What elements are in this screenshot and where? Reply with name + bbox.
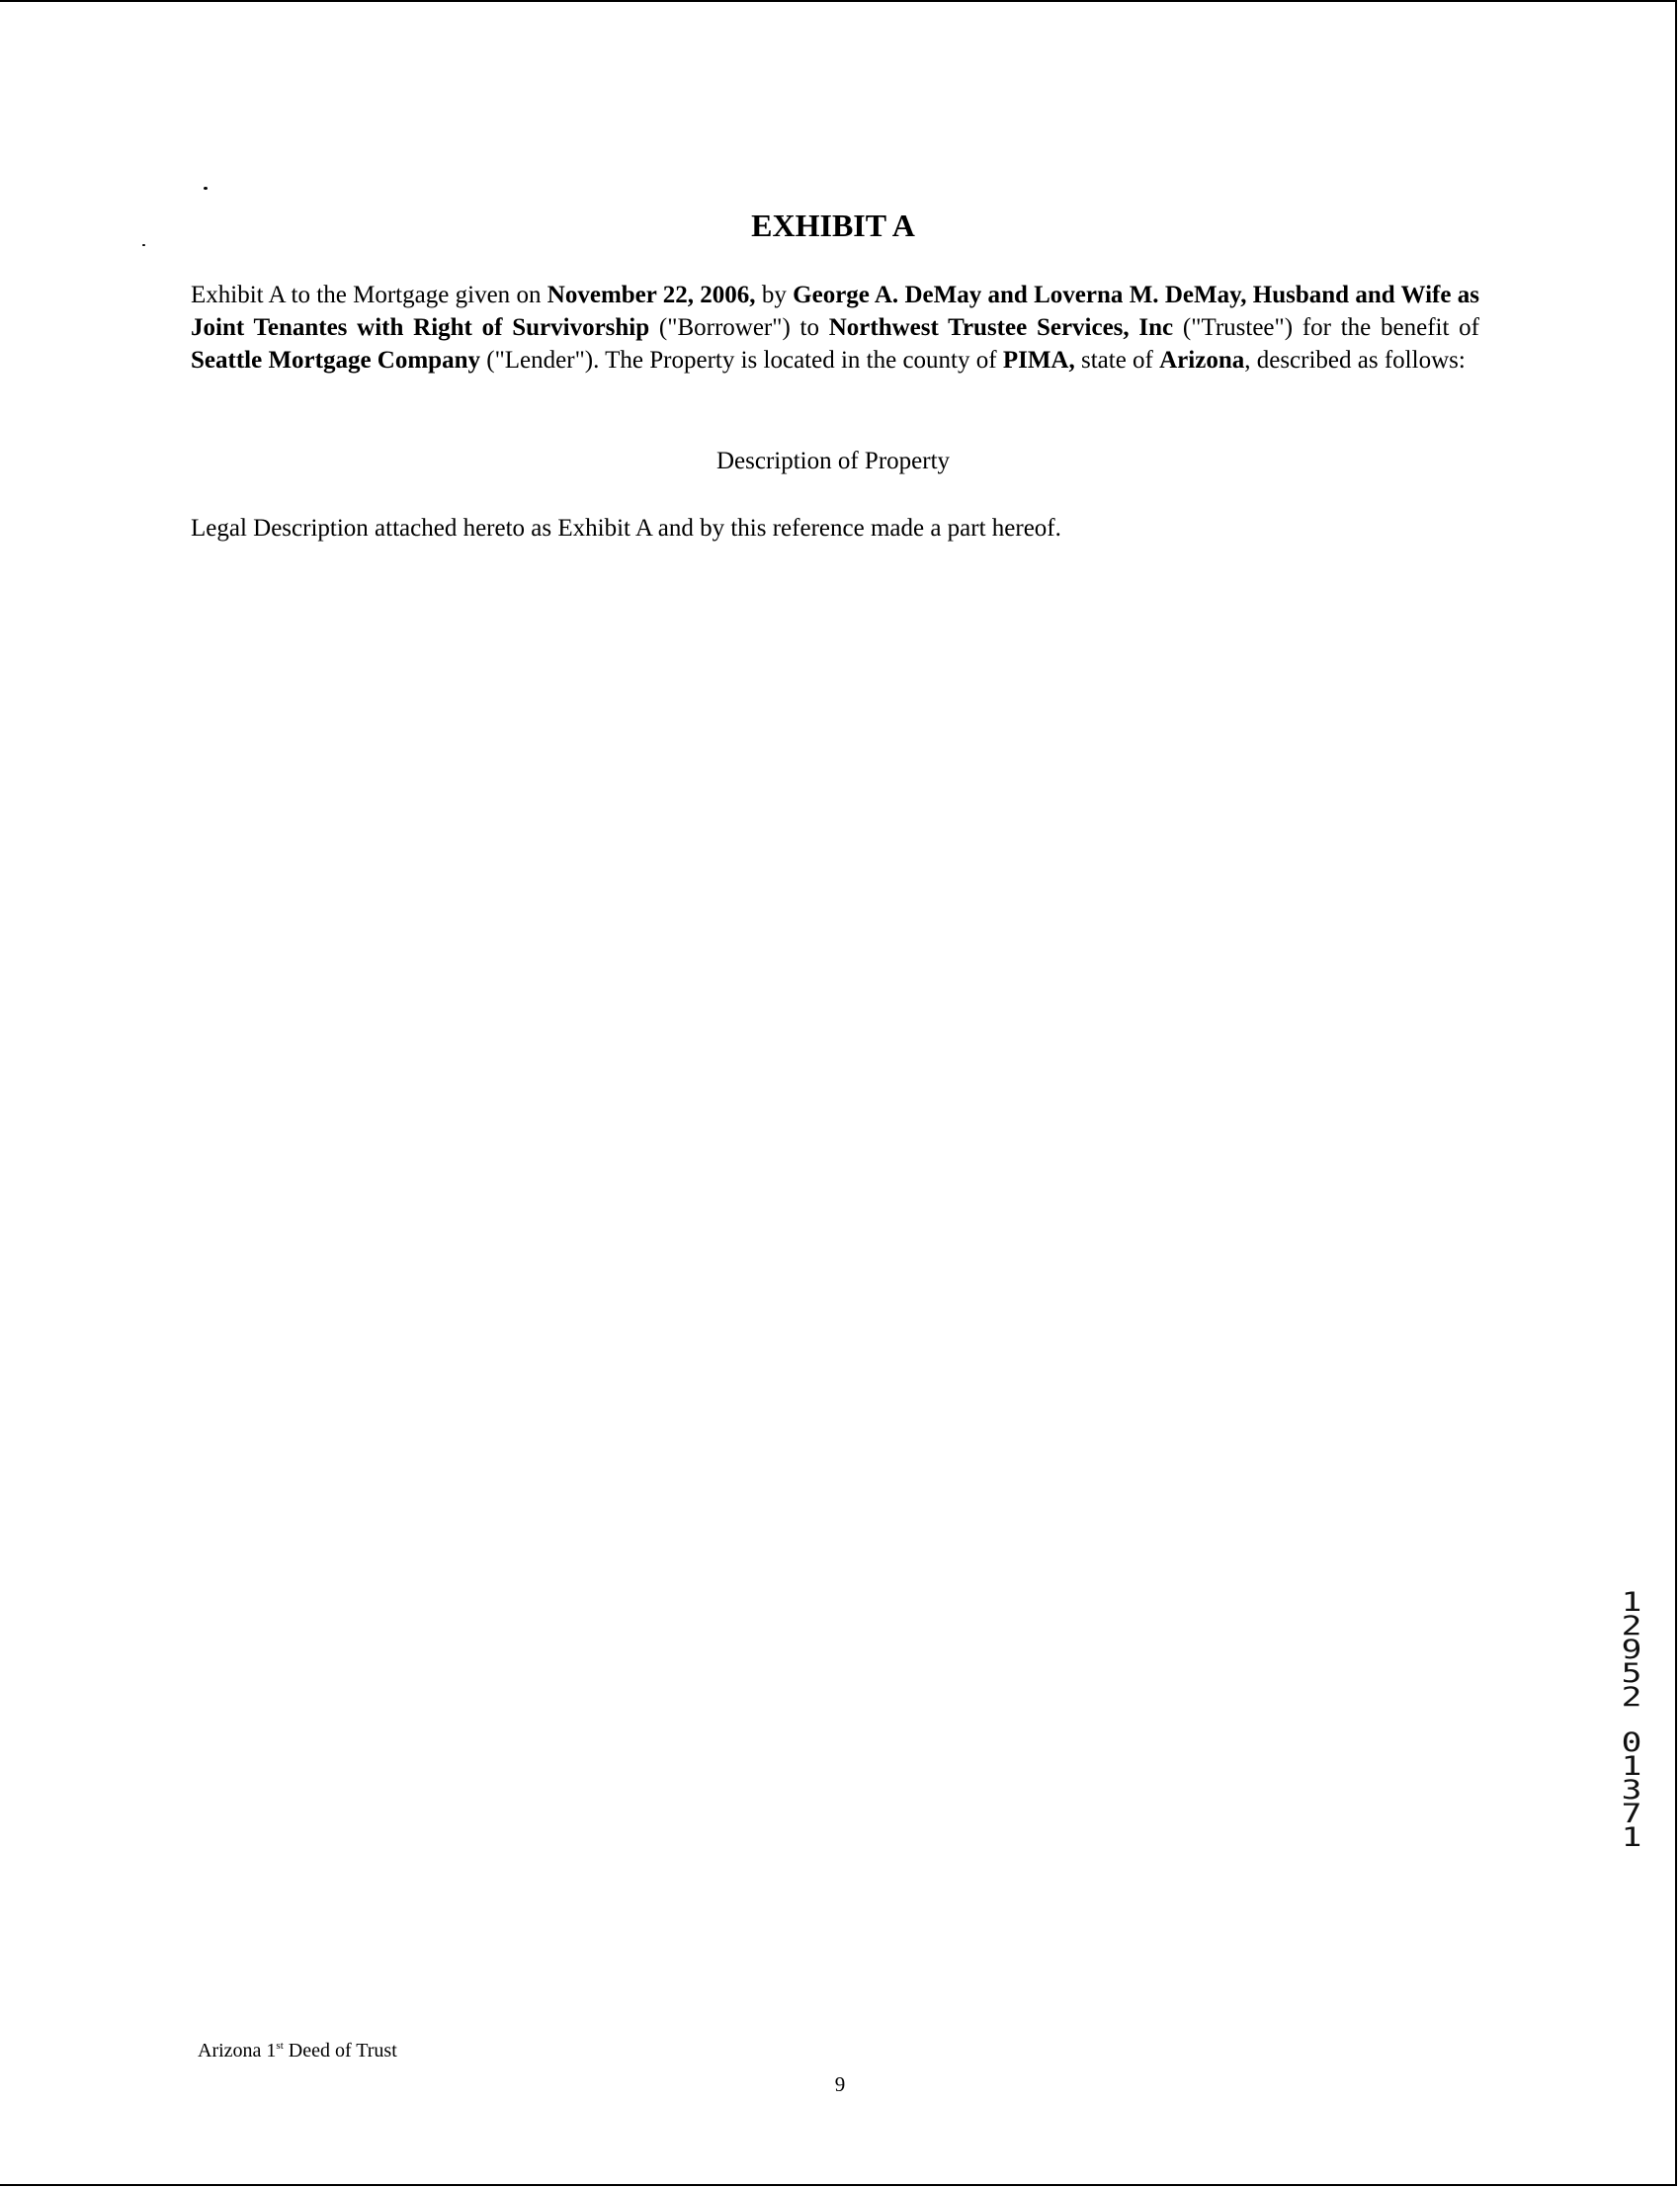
lender-name: Seattle Mortgage Company (191, 347, 480, 374)
county-name: PIMA, (1002, 347, 1075, 374)
footer-form-prefix: Arizona 1 (198, 2040, 277, 2062)
scan-speck (204, 187, 208, 190)
stamp-digit: 9 (1621, 1634, 1642, 1666)
page-number: 9 (834, 2072, 846, 2096)
trustee-name: Northwest Trustee Services, Inc (828, 314, 1174, 341)
intro-text: by (755, 282, 794, 308)
legal-description: Legal Description attached hereto as Exhibit A and by this reference made a part hereof. (191, 515, 1061, 542)
intro-text: ("Trustee") for the benefit of (1173, 314, 1480, 341)
footer-form-suffix: Deed of Trust (283, 2040, 397, 2062)
stamp-digit: 1 (1621, 1821, 1642, 1854)
document-title: EXHIBIT A (751, 208, 915, 243)
stamp-digit: 7 (1621, 1798, 1642, 1830)
stamp-digit: 2 (1621, 1610, 1642, 1642)
stamp-digit: 1 (1621, 1586, 1642, 1619)
state-name: Arizona (1159, 347, 1245, 374)
intro-text: ("Borrower") to (649, 314, 829, 341)
recording-number-stamp (1612, 1586, 1651, 1854)
stamp-digit: 0 (1621, 1726, 1642, 1759)
intro-text: , described as follows: (1244, 347, 1466, 374)
mortgage-date: November 22, 2006, (546, 282, 756, 308)
intro-paragraph (191, 279, 1479, 377)
stamp-digit: 3 (1621, 1774, 1642, 1807)
stamp-digit: 5 (1621, 1657, 1642, 1690)
footer-form-ordinal: st (276, 2040, 284, 2052)
intro-text: ("Lender"). The Property is located in the county of (480, 347, 1003, 374)
intro-text: Exhibit A to the Mortgage given on (191, 282, 547, 308)
footer-form-name (198, 2039, 397, 2062)
scan-speck (142, 244, 145, 246)
section-subheading: Description of Property (715, 448, 951, 474)
stamp-digit: 2 (1621, 1681, 1642, 1714)
borrower-names: George A. DeMay and Loverna M. DeMay, Husband and Wife as Joint Tenantes with Right of Survivorship (191, 282, 1479, 341)
stamp-digit: 1 (1621, 1750, 1642, 1783)
intro-text: state of (1074, 347, 1160, 374)
